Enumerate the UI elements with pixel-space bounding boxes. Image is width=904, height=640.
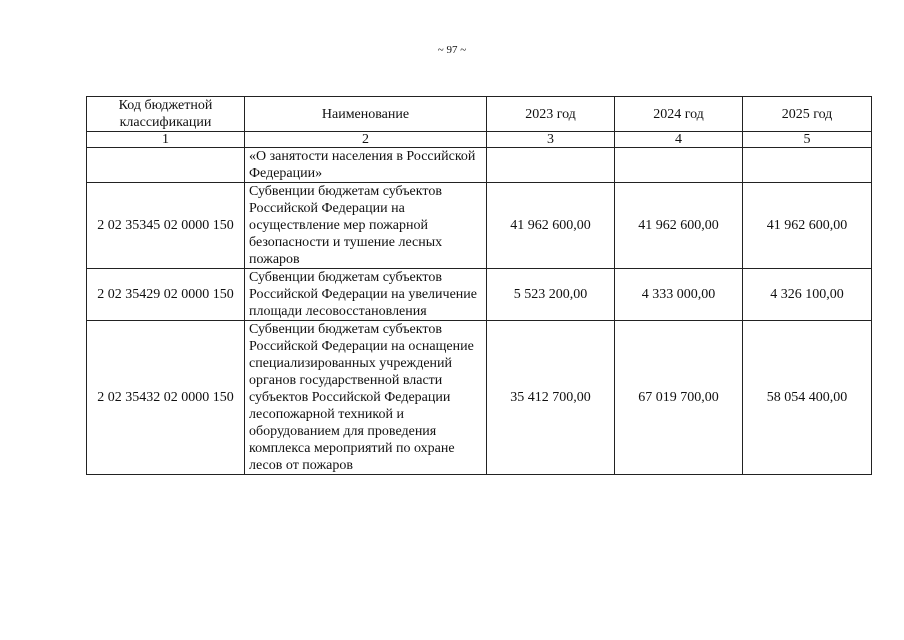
- row-amount-2025: 41 962 600,00: [743, 183, 872, 269]
- header-2024: 2024 год: [615, 97, 743, 132]
- row-name: Субвенции бюджетам субъектов Российской Федерации на оснащение специализированных учреждений органов государственной власти субъектов Российской Федерации лесопожарной техникой и оборудованием для проведения комплекса мероприятий по охране лесов от пожаров: [245, 321, 487, 475]
- row-amount-2023: 35 412 700,00: [487, 321, 615, 475]
- row-name: Субвенции бюджетам субъектов Российской Федерации на осуществление мер пожарной безопасности и тушение лесных пожаров: [245, 183, 487, 269]
- page-number: ~ 97 ~: [437, 44, 467, 56]
- table-row: [87, 269, 872, 321]
- row-amount-2024: 67 019 700,00: [615, 321, 743, 475]
- row-name: «О занятости населения в Российской Федерации»: [245, 148, 487, 183]
- row-amount-2025: [743, 148, 872, 183]
- row-code: [87, 148, 245, 183]
- table-row: [87, 183, 872, 269]
- row-amount-2024: [615, 148, 743, 183]
- header-2023: 2023 год: [487, 97, 615, 132]
- row-amount-2023: 41 962 600,00: [487, 183, 615, 269]
- column-number: 5: [743, 132, 872, 148]
- column-number: 2: [245, 132, 487, 148]
- table-header-row: [87, 97, 872, 132]
- header-name: Наименование: [245, 97, 487, 132]
- header-2025: 2025 год: [743, 97, 872, 132]
- row-amount-2025: 4 326 100,00: [743, 269, 872, 321]
- column-number: 4: [615, 132, 743, 148]
- row-amount-2023: 5 523 200,00: [487, 269, 615, 321]
- table-row: [87, 321, 872, 475]
- row-amount-2024: 4 333 000,00: [615, 269, 743, 321]
- row-amount-2024: 41 962 600,00: [615, 183, 743, 269]
- table-row: [87, 148, 872, 183]
- budget-table: [86, 96, 872, 475]
- column-number-row: [87, 132, 872, 148]
- row-amount-2023: [487, 148, 615, 183]
- row-amount-2025: 58 054 400,00: [743, 321, 872, 475]
- row-code: 2 02 35432 02 0000 150: [87, 321, 245, 475]
- column-number: 1: [87, 132, 245, 148]
- row-name: Субвенции бюджетам субъектов Российской Федерации на увеличение площади лесовосстановления: [245, 269, 487, 321]
- row-code: 2 02 35345 02 0000 150: [87, 183, 245, 269]
- row-code: 2 02 35429 02 0000 150: [87, 269, 245, 321]
- column-number: 3: [487, 132, 615, 148]
- header-code: Код бюджетной классификации: [87, 97, 245, 132]
